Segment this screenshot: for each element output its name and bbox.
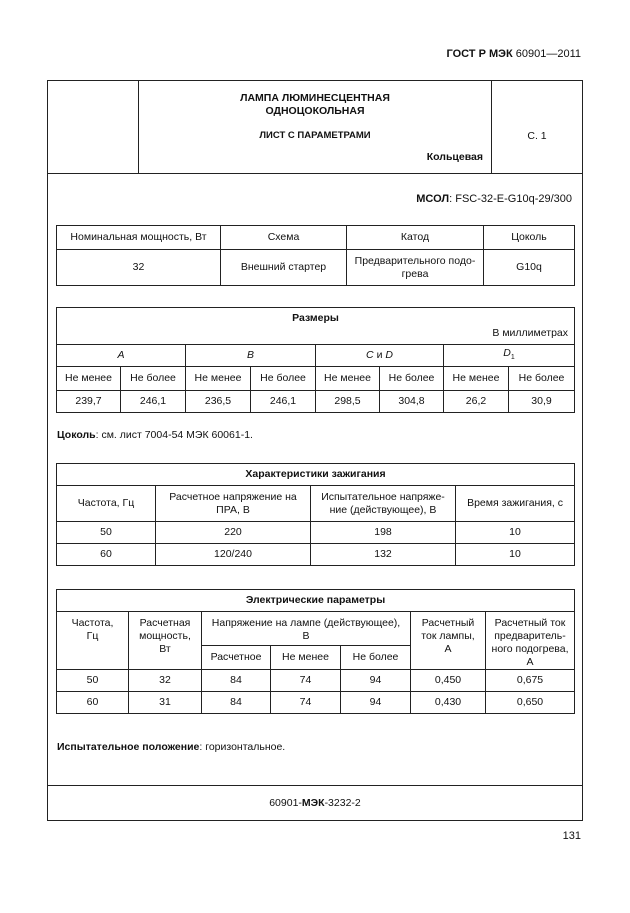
ignition-header-rated-voltage bbox=[156, 486, 311, 522]
ignition-header-time: Время зажигания, с bbox=[456, 486, 575, 522]
value-power: 32 bbox=[57, 250, 221, 286]
electrical-row1-frequency: 50 bbox=[57, 670, 129, 692]
ignition-table bbox=[56, 463, 575, 566]
base-note-label: Цоколь bbox=[57, 429, 96, 441]
group-c-d bbox=[316, 345, 444, 367]
group-a bbox=[57, 345, 186, 367]
sub-min-d1: Не менее bbox=[444, 367, 509, 391]
electrical-header-frequency-line2: Гц bbox=[86, 630, 99, 642]
ignition-title: Характеристики зажигания bbox=[57, 464, 575, 486]
electrical-header-voltage bbox=[202, 612, 411, 646]
group-d-label: D bbox=[385, 349, 393, 361]
standard-number: 60901—2011 bbox=[515, 48, 581, 60]
title-block bbox=[48, 81, 582, 174]
lamp-title-line2: ОДНОЦОКОЛЬНАЯ bbox=[265, 105, 365, 117]
ignition-row2-test-voltage: 132 bbox=[311, 544, 456, 566]
ignition-row2-time: 10 bbox=[456, 544, 575, 566]
sub-min-cd: Не менее bbox=[316, 367, 380, 391]
dim-value-cd-max: 304,8 bbox=[380, 391, 444, 413]
dim-value-b-min: 236,5 bbox=[186, 391, 251, 413]
sheet-code bbox=[48, 797, 582, 809]
sheet-code-block bbox=[48, 785, 582, 820]
header-cathode: Катод bbox=[347, 226, 484, 250]
group-d1 bbox=[444, 345, 575, 367]
value-cathode bbox=[347, 250, 484, 286]
electrical-header-preheat-current-line2: предваритель- bbox=[494, 630, 566, 642]
electrical-row2-preheat-current: 0,650 bbox=[486, 692, 575, 714]
header-base: Цоколь bbox=[484, 226, 575, 250]
main-parameters-table bbox=[56, 225, 575, 286]
electrical-row2-min-voltage: 74 bbox=[271, 692, 341, 714]
electrical-header-preheat-current-line1: Расчетный ток bbox=[494, 617, 566, 629]
sheet-code-iec: МЭК bbox=[301, 797, 325, 809]
ignition-row1-frequency: 50 bbox=[57, 522, 156, 544]
lamp-title-line1: ЛАМПА ЛЮМИНЕСЦЕНТНАЯ bbox=[240, 92, 390, 104]
page-number: 131 bbox=[562, 830, 581, 842]
sub-max-d1: Не более bbox=[509, 367, 575, 391]
electrical-row1-min-voltage: 74 bbox=[271, 670, 341, 692]
sub-max-cd: Не более bbox=[380, 367, 444, 391]
ignition-header-test-voltage-line2: ние (действующее), В bbox=[329, 503, 437, 516]
electrical-row1-max-voltage: 94 bbox=[341, 670, 411, 692]
title-left-cell bbox=[48, 81, 139, 173]
parameter-sheet-frame bbox=[47, 80, 583, 821]
dim-value-cd-min: 298,5 bbox=[316, 391, 380, 413]
electrical-header-lamp-current-line2: ток лампы, bbox=[421, 630, 475, 642]
mcol-designation bbox=[416, 193, 572, 205]
electrical-table bbox=[56, 589, 575, 714]
sub-min-b: Не менее bbox=[186, 367, 251, 391]
electrical-header-voltage-line1: Напряжение на лампе (действующее), bbox=[211, 617, 401, 629]
electrical-title: Электрические параметры bbox=[57, 590, 575, 612]
header-circuit: Схема bbox=[221, 226, 347, 250]
sheet-title: ЛИСТ С ПАРАМЕТРАМИ bbox=[259, 130, 371, 141]
electrical-header-preheat-current-line3: ного подогрева, bbox=[491, 643, 569, 655]
lamp-title bbox=[139, 92, 491, 118]
test-position-text: : горизонтальное. bbox=[199, 741, 286, 753]
header-power: Номинальная мощность, Вт bbox=[57, 226, 221, 250]
electrical-header-voltage-line2: В bbox=[302, 630, 310, 642]
electrical-header-power-line3: Вт bbox=[159, 643, 171, 655]
ignition-row1-rated-voltage: 220 bbox=[156, 522, 311, 544]
sheet-code-suffix: -3232-2 bbox=[324, 797, 361, 809]
standard-prefix: ГОСТ Р МЭК bbox=[446, 48, 513, 60]
group-b bbox=[186, 345, 316, 367]
ignition-header-rated-voltage-line2: ПРА, В bbox=[216, 503, 250, 516]
ignition-row1-test-voltage: 198 bbox=[311, 522, 456, 544]
value-circuit: Внешний стартер bbox=[221, 250, 347, 286]
dim-value-d1-max: 30,9 bbox=[509, 391, 575, 413]
electrical-header-preheat-current-line4: А bbox=[526, 656, 534, 668]
value-cathode-line1: Предварительного подо- bbox=[354, 254, 476, 267]
value-base: G10q bbox=[484, 250, 575, 286]
electrical-header-lamp-current-line1: Расчетный bbox=[421, 617, 475, 629]
dimensions-header-cell bbox=[57, 308, 575, 345]
dimensions-table bbox=[56, 307, 575, 413]
mcol-code: : FSC-32-E-G10q-29/300 bbox=[449, 193, 572, 205]
ignition-header-frequency: Частота, Гц bbox=[57, 486, 156, 522]
ignition-header-rated-voltage-line1: Расчетное напряжение на bbox=[169, 490, 297, 503]
sub-max-b: Не более bbox=[251, 367, 316, 391]
electrical-row2-rated-voltage: 84 bbox=[202, 692, 271, 714]
electrical-row2-lamp-current: 0,430 bbox=[411, 692, 486, 714]
electrical-header-lamp-current bbox=[411, 612, 486, 670]
dim-value-a-max: 246,1 bbox=[121, 391, 186, 413]
lamp-shape: Кольцевая bbox=[426, 151, 483, 163]
electrical-sub-max: Не более bbox=[341, 646, 411, 670]
ignition-header-test-voltage-line1: Испытательное напряже- bbox=[321, 490, 445, 503]
electrical-row1-power: 32 bbox=[129, 670, 202, 692]
standard-header bbox=[446, 48, 581, 60]
electrical-row2-power: 31 bbox=[129, 692, 202, 714]
electrical-header-preheat-current bbox=[486, 612, 575, 670]
group-b-label: B bbox=[246, 349, 254, 361]
electrical-header-power-line1: Расчетная bbox=[139, 617, 191, 629]
electrical-row1-rated-voltage: 84 bbox=[202, 670, 271, 692]
dimensions-unit: В миллиметрах bbox=[492, 327, 568, 339]
dim-value-b-max: 246,1 bbox=[251, 391, 316, 413]
dim-value-d1-min: 26,2 bbox=[444, 391, 509, 413]
electrical-header-power-line2: мощность, bbox=[139, 630, 191, 642]
electrical-row1-lamp-current: 0,450 bbox=[411, 670, 486, 692]
mcol-label: МСОЛ bbox=[416, 193, 450, 205]
electrical-row2-max-voltage: 94 bbox=[341, 692, 411, 714]
test-position-label: Испытательное положение bbox=[57, 741, 200, 753]
electrical-header-frequency bbox=[57, 612, 129, 670]
sheet-page-ref: С. 1 bbox=[527, 130, 547, 142]
sub-min-a: Не менее bbox=[57, 367, 121, 391]
electrical-header-power bbox=[129, 612, 202, 670]
ignition-row2-frequency: 60 bbox=[57, 544, 156, 566]
base-note-text: : см. лист 7004-54 МЭК 60061-1. bbox=[95, 429, 253, 441]
electrical-header-lamp-current-line3: А bbox=[444, 643, 452, 655]
dimensions-title: Размеры bbox=[292, 312, 339, 324]
sheet-code-prefix: 60901- bbox=[269, 797, 302, 809]
value-cathode-line2: грева bbox=[401, 267, 429, 280]
electrical-sub-rated: Расчетное bbox=[202, 646, 271, 670]
ignition-header-test-voltage bbox=[311, 486, 456, 522]
group-c-label: C bbox=[366, 349, 374, 361]
title-main-cell bbox=[139, 81, 492, 173]
electrical-sub-min: Не менее bbox=[271, 646, 341, 670]
group-d1-label: D bbox=[503, 346, 511, 359]
group-and-label: и bbox=[376, 349, 383, 361]
group-a-label: A bbox=[117, 349, 125, 361]
title-right-cell bbox=[492, 81, 582, 173]
base-note bbox=[57, 429, 253, 441]
electrical-row2-frequency: 60 bbox=[57, 692, 129, 714]
test-position-note bbox=[57, 741, 285, 753]
electrical-header-frequency-line1: Частота, bbox=[71, 617, 114, 629]
sub-max-a: Не более bbox=[121, 367, 186, 391]
group-d1-subscript: 1 bbox=[510, 354, 515, 362]
ignition-row2-rated-voltage: 120/240 bbox=[156, 544, 311, 566]
electrical-row1-preheat-current: 0,675 bbox=[486, 670, 575, 692]
ignition-row1-time: 10 bbox=[456, 522, 575, 544]
dim-value-a-min: 239,7 bbox=[57, 391, 121, 413]
